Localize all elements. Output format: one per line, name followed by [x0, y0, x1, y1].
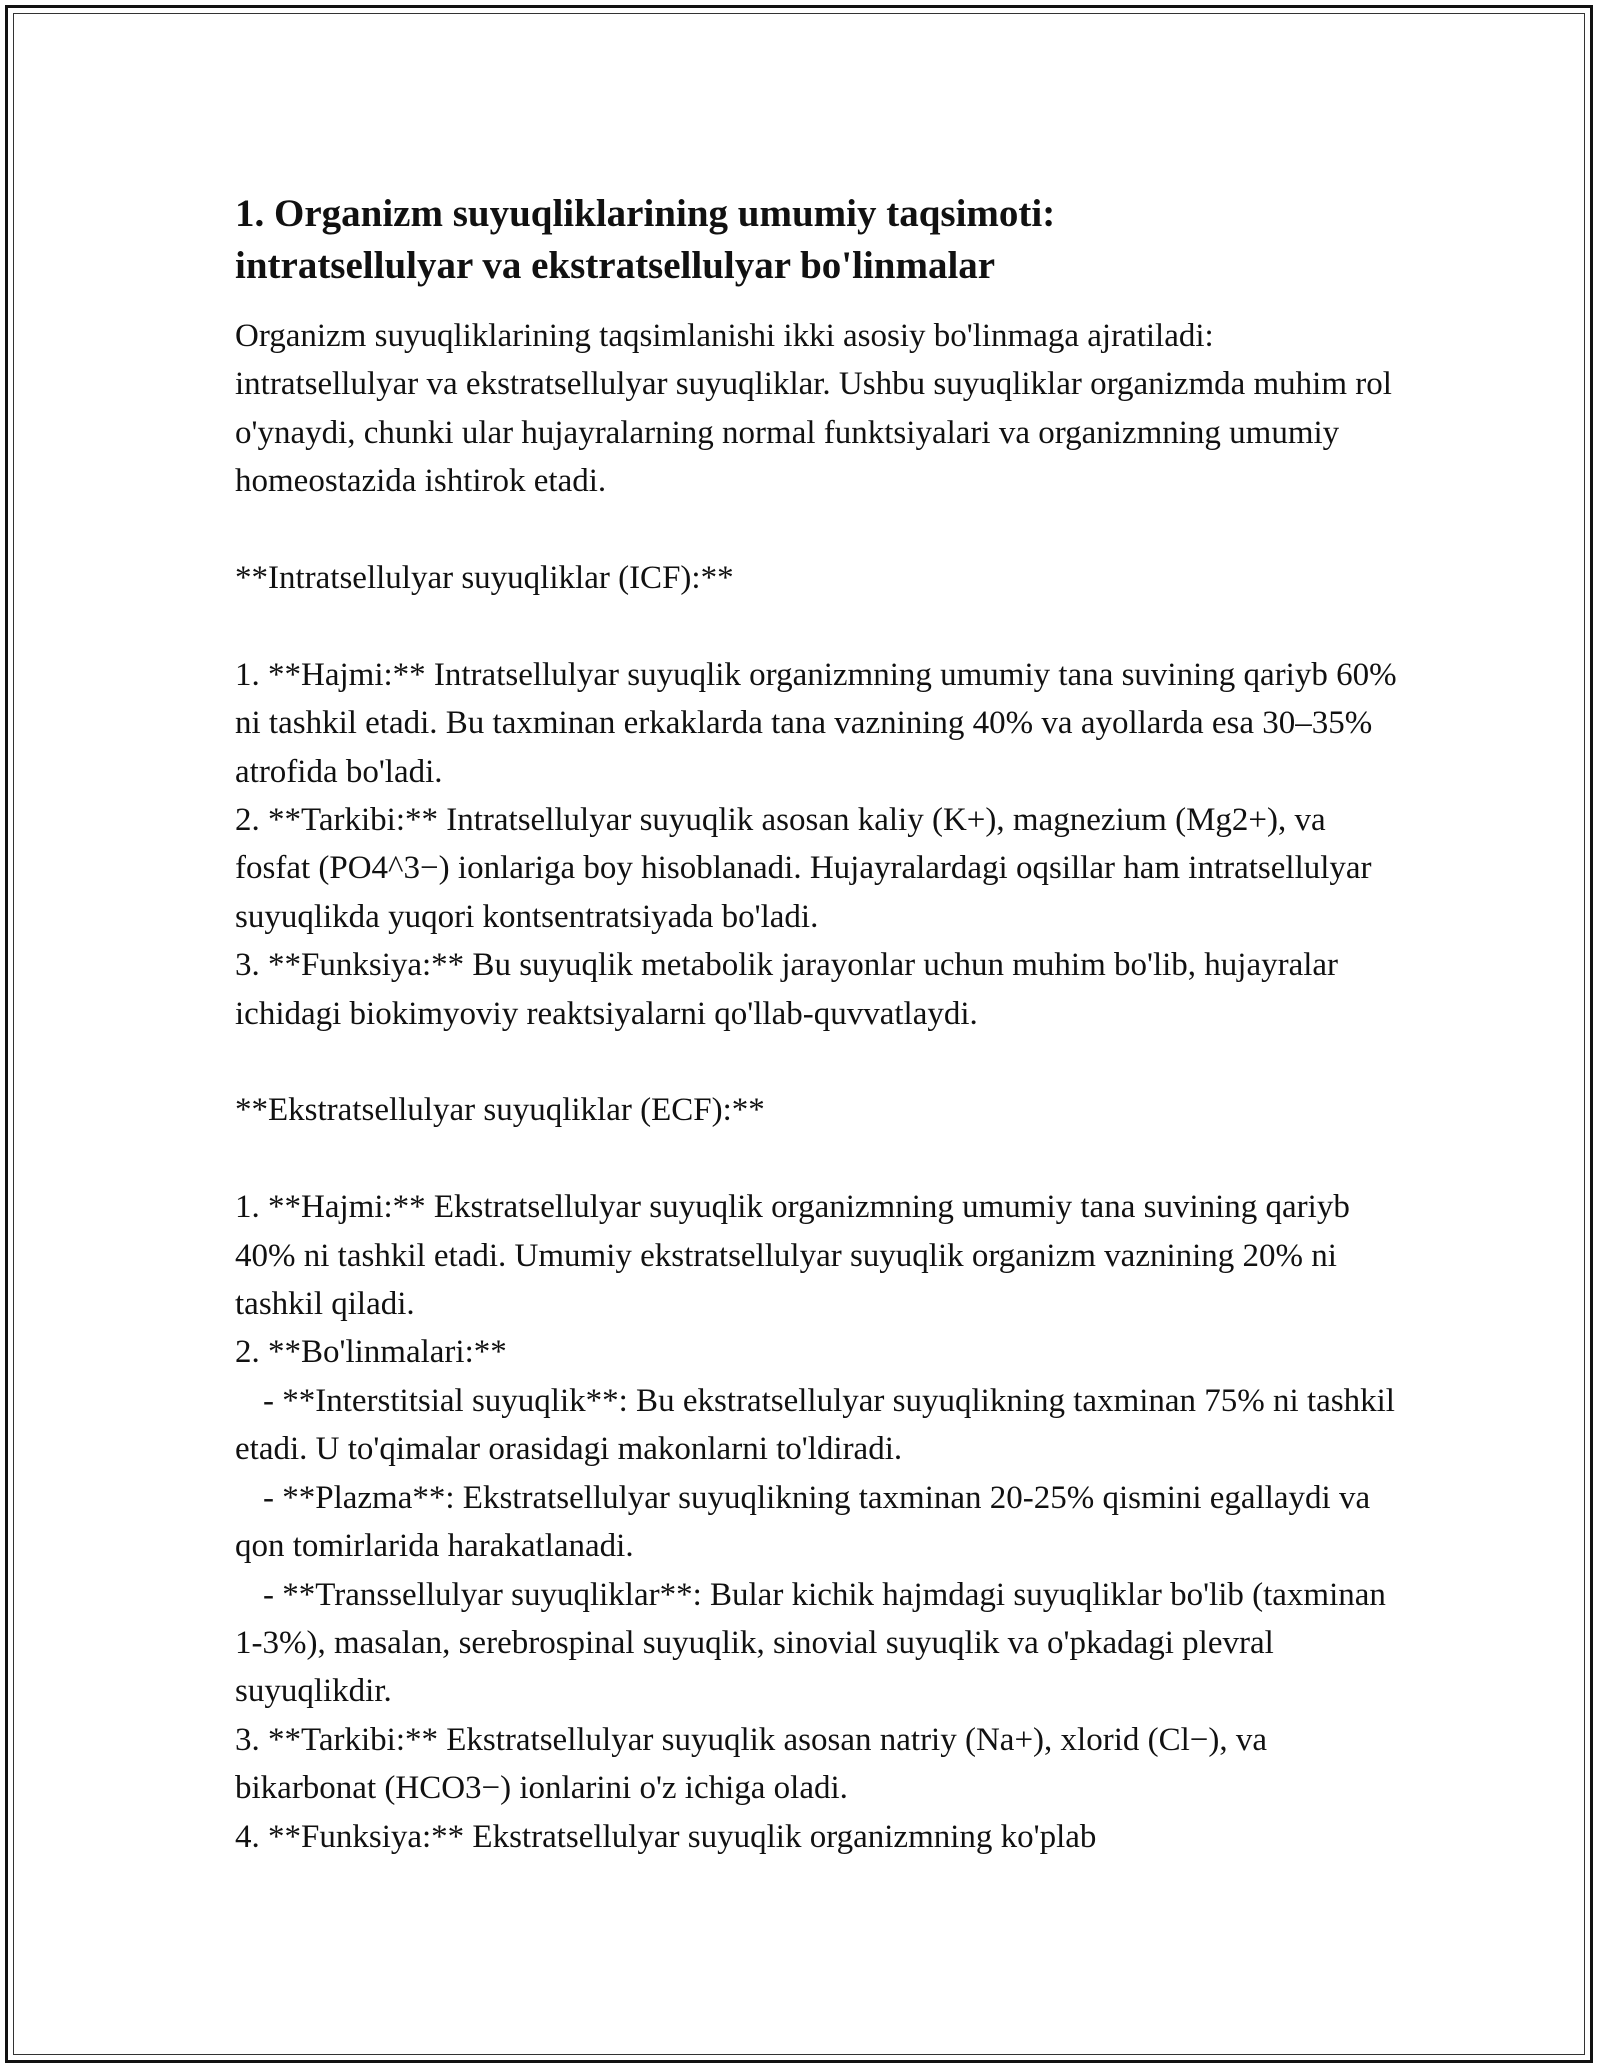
icf-heading: **Intratsellulyar suyuqliklar (ICF):** — [235, 560, 734, 597]
ecf-sub-transcellular-text: - **Transsellulyar suyuqliklar**: Bular kichik hajmdagi suyuqliklar bo'lib (taxminan 1-3%), masalan, serebrospinal suyuqlik, sinovial suyuqlik va o'pkadagi plevral suyuqlikdir. — [235, 1576, 1386, 1710]
document-body — [235, 188, 1405, 1861]
ecf-sub-transcellular — [235, 1571, 1405, 1716]
title-line-1: 1. Organizm suyuqliklarining umumiy taqsimoti: — [235, 192, 1056, 235]
icf-item-volume: 1. **Hajmi:** Intratsellulyar suyuqlik organizmning umumiy tana suvining qariyb 60% ni tashkil etadi. Bu taxminan erkaklarda tana vaznining 40% va ayollarda esa 30–35% atrofida bo'ladi. — [235, 656, 1397, 790]
section-title — [235, 188, 1405, 292]
intro-paragraph: Organizm suyuqliklarining taqsimlanishi ikki asosiy bo'linmaga ajratiladi: intratsellulyar va ekstratsellulyar suyuqliklar. Ushbu suyuqliklar organizmda muhim rol o'ynaydi, chunki ular hujayralarning normal funktsiyalari va organizmning umumiy homeostazida ishtirok etadi. — [235, 318, 1392, 500]
icf-item-function: 3. **Funksiya:** Bu suyuqlik metabolik jarayonlar uchun muhim bo'lib, hujayralar ichidagi biokimyoviy reaktsiyalarni qo'llab-quvvatlaydi. — [235, 947, 1339, 1032]
ecf-sub-plasma — [235, 1474, 1405, 1571]
ecf-sub-interstitial-text: - **Interstitsial suyuqlik**: Bu ekstratsellulyar suyuqlikning taxminan 75% ni tashkil etadi. U to'qimalar orasidagi makonlarni to'ldiradi. — [235, 1382, 1395, 1468]
ecf-heading: **Ekstratsellulyar suyuqliklar (ECF):** — [235, 1092, 765, 1129]
ecf-sub-plasma-text: - **Plazma**: Ekstratsellulyar suyuqlikning taxminan 20-25% qismini egallaydi va qon tomirlarida harakatlanadi. — [235, 1479, 1371, 1565]
ecf-sub-interstitial — [235, 1377, 1405, 1474]
title-line-2: intratsellulyar va ekstratsellulyar bo'linmalar — [235, 244, 996, 287]
ecf-item-compartments: 2. **Bo'linmalari:** — [235, 1334, 507, 1371]
ecf-item-volume: 1. **Hajmi:** Ekstratsellulyar suyuqlik organizmning umumiy tana suvining qariyb 40% ni tashkil etadi. Umumiy ekstratsellulyar suyuqlik organizm vaznining 20% ni tashkil qiladi. — [235, 1189, 1350, 1323]
ecf-item-function: 4. **Funksiya:** Ekstratsellulyar suyuqlik organizmning ko'plab — [235, 1818, 1097, 1855]
ecf-item-composition: 3. **Tarkibi:** Ekstratsellulyar suyuqlik asosan natriy (Na+), xlorid (Cl−), va bikarbonat (HCO3−) ionlarini o'z ichiga oladi. — [235, 1721, 1268, 1807]
icf-item-composition: 2. **Tarkibi:** Intratsellulyar suyuqlik asosan kaliy (K+), magnezium (Mg2+), va fosfat (PO4^3−) ionlariga boy hisoblanadi. Hujayralardagi oqsillar ham intratsellulyar suyuqlikda yuqori kontsentratsiyada bo'ladi. — [235, 802, 1372, 935]
